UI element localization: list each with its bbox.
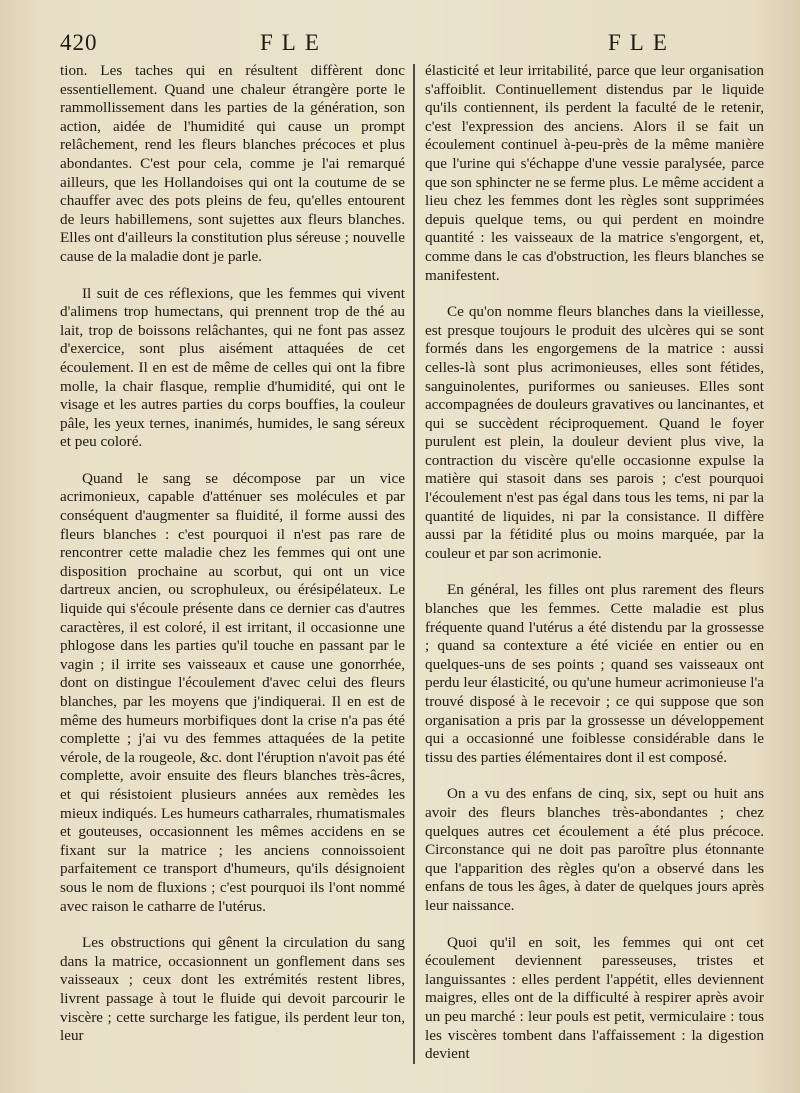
- running-head-left: FLE: [260, 30, 328, 55]
- paragraph: Ce qu'on nomme fleurs blanches dans la vieillesse, est presque toujours le produit des ulcères qui se sont formés dans les engorgemens de la matrice : aussi celles-là sont plus acrimonieuses, elles sont fétides, sanguinolentes, puriformes ou sanieuses. Elles sont accompagnées de douleurs gravatives ou lancinantes, et qui se succèdent réciproquement. Quand le foyer purulent est plein, la douleur devient plus vive, la contraction du viscère qu'elle occasionne expulse la matière qui stasoit dans ses parois ; c'est pourquoi l'écoulement n'est pas égal dans tous les tems, ni par la quantité de liquides, ni par la consistance. Il diffère aussi par la fétidité plus ou moins marquée, par la couleur et par son acrimonie.: [425, 303, 764, 562]
- paragraph: élasticité et leur irritabilité, parce que leur organisation s'affoiblit. Continuellement distendus par le liquide qu'ils contiennent, ils perdent la faculté de le retenir, c'est l'expression des anciens. Alors il se fait un écoulement continuel à-peu-près de la même manière que l'urine qui s'échappe d'une vessie paralysée, parce que son sphincter ne se ferme plus. Le même accident a lieu chez les femmes dont les règles sont supprimées depuis quelque tems, ou qui perdent en moindre quantité : les vaisseaux de la matrice s'engorgent, et, comme dans le cas d'obstruction, les fleurs blanches se manifestent.: [425, 62, 764, 284]
- paragraph: tion. Les taches qui en résultent diffèrent donc essentiellement. Quand une chaleur étrangère porte le rammollissement dans les parties de la génération, son action, aidée de l'humidité qui cause un prompt relâchement, rend les fleurs blanches précoces et plus abondantes. C'est pour cela, comme je l'ai remarqué ailleurs, que les Hollandoises qui ont la coutume de se chauffer avec des pots pleins de feu, qu'elles entourent de leurs habillemens, sont sujettes aux fleurs blanches. Elles ont d'ailleurs la constitution plus séreuse ; nouvelle cause de la maladie dont je parle.: [60, 62, 405, 265]
- page-header: [60, 30, 766, 64]
- column-divider: [413, 64, 415, 1064]
- paragraph: Quand le sang se décompose par un vice acrimonieux, capable d'atténuer ses molécules et par conséquent d'augmenter sa fluidité, il forme aussi des fleurs blanches : c'est pourquoi il n'est pas rare de rencontrer cette maladie chez les femmes qui ont une disposition prochaine au scorbut, qui ont un vice dartreux ancien, ou scrophuleux, ou érésipélateux. Le liquide qui s'écoule présente dans ce dernier cas d'autres caractères, il est coloré, il est irritant, il occasionne une phlogose dans les parties qu'il touche en passant par le vagin ; il irrite ses vaisseaux et cause une gonorrhée, dont on distingue l'écoulement d'avec celui des fleurs blanches, par les moyens que j'indiquerai. Il en est de même des humeurs morbifiques dont la crise n'a pas été complette ; j'ai vu des femmes attaquées de la petite vérole, de la rougeole, &c. dont l'éruption n'avoit pas été complette, avoir ensuite des fleurs blanches très-âcres, et qui résistoient plusieurs années aux remèdes les mieux indiqués. Les humeurs catharrales, rhumatismales et gouteuses, occasionnent les mêmes accidens en se fixant sur la matrice ; les anciens connoissoient parfaitement ce transport d'humeurs, qu'ils désignoient sous le nom de fluxions ; c'est pourquoi ils l'ont nommé avec raison le catharre de l'utérus.: [60, 469, 405, 915]
- paragraph: On a vu des enfans de cinq, six, sept ou huit ans avoir des fleurs blanches très-abondantes ; chez quelques autres cet écoulement a été plus précoce. Circonstance qui ne doit pas paroître plus étonnante que l'apparition des règles qu'on a observé dans les enfans de tous les âges, à dater de quelques jours après leur naissance.: [425, 785, 764, 914]
- running-head-right: FLE: [608, 30, 676, 55]
- right-column: [425, 62, 764, 1064]
- paragraph: En général, les filles ont plus rarement des fleurs blanches que les femmes. Cette maladie est plus fréquente quand l'utérus a été distendu par la grossesse ; quand sa contexture a été viciée en entier ou en quelques-uns de ses points ; quand ses vaisseaux ont perdu leur élasticité, ou qu'une humeur acrimonieuse l'a trouvé disposé à le recevoir ; ce qui suppose que son organisation a pris par la grossesse un développement qui a occasionné une foiblesse considérable dans le tissu des parties élémentaires dont il est composé.: [425, 581, 764, 766]
- paragraph: Il suit de ces réflexions, que les femmes qui vivent d'alimens trop humectans, qui prennent trop de thé au lait, trop de boissons relâchantes, qui ne font pas assez d'exercice, sont plus aisément attaquées de cet écoulement. Il en est de même de celles qui ont la fibre molle, la chair flasque, remplie d'humidité, qui ont le visage et les autres parties du corps bouffies, la couleur pâle, les yeux ternes, inanimés, humides, le sang séreux et peu coloré.: [60, 284, 405, 451]
- paragraph: Les obstructions qui gênent la circulation du sang dans la matrice, occasionnent un gonflement dans ses vaisseaux ; ceux dont les extrémités restent libres, livrent passage à tout le fluide qui devoit parcourir le viscère ; cette surcharge les fatigue, ils perdent leur ton, leur: [60, 934, 405, 1045]
- left-column: [60, 62, 405, 1046]
- page-number: 420: [60, 30, 98, 55]
- paragraph: Quoi qu'il en soit, les femmes qui ont cet écoulement deviennent paresseuses, tristes et languissantes : elles perdent l'appétit, elles deviennent maigres, elles ont de la difficulté à respirer après avoir un peu marché : leur pouls est petit, vermiculaire : tous les viscères tombent dans l'affaissement : la digestion devient: [425, 933, 764, 1063]
